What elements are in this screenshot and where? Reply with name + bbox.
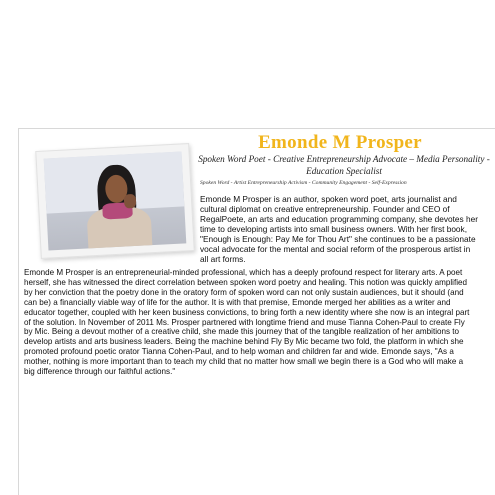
photo-hand <box>124 194 137 209</box>
tagline: Spoken Word - Artist Entrepreneurship Activism - Community Engagement - Self-Expression <box>200 180 407 186</box>
page-title: Emonde M Prosper <box>258 132 422 153</box>
page-edge-left <box>18 128 19 495</box>
profile-photo-frame <box>35 143 194 259</box>
biography-paragraph: Emonde M Prosper is an entrepreneurial-minded professional, which has a deeply profound respect for literary arts. A poet herself, she has witnessed the direct correlation between spoken word poetry and healing. This notion was quickly amplified by her conviction that the poetry done in the oratory form of spoken word can not only sustain audiences, but it should (and can be) a financially viable way of life for the author. It is with that premise, Emonde merged her abilities as a writer and educator together, coupled with her keen business convictions, to bring forth a new identity where she now is an integral part of the solution. In November of 2011 Ms. Prosper partnered with longtime friend and muse Tianna Cohen-Paul to create Fly by Mic. Being a devout mother of a creative child, she made this journey that of the tangible realization of her ambitions to develop artists and arts business leaders. Being the machine behind Fly By Mic became two fold, the platform in which she promoted profound poetic orator Tianna Cohen-Paul, and to help woman and children far and wide. Emonde says, "As a mother, nothing is more important than to teach my child that no matter how small we begin there is a God who will make a big difference through our faithful actions." <box>24 268 470 377</box>
profile-photo <box>44 151 187 250</box>
page-edge-top <box>18 128 495 129</box>
top-blank-area <box>0 0 495 128</box>
intro-paragraph: Emonde M Prosper is an author, spoken word poet, arts journalist and cultural diplomat on creative entrepreneurship. Founder and CEO of RegalPoete, an arts and education programming company, she devotes her time to developing artists into small business owners. With her first book, "Enough is Enough: Pay Me for Thou Art" she continues to be a passionate vocal advocate for the mental and social reform of the prosperous artist in all art forms. <box>200 194 478 264</box>
subtitle: Spoken Word Poet - Creative Entrepreneurship Advocate – Media Personality - Education Specialist <box>198 154 490 176</box>
